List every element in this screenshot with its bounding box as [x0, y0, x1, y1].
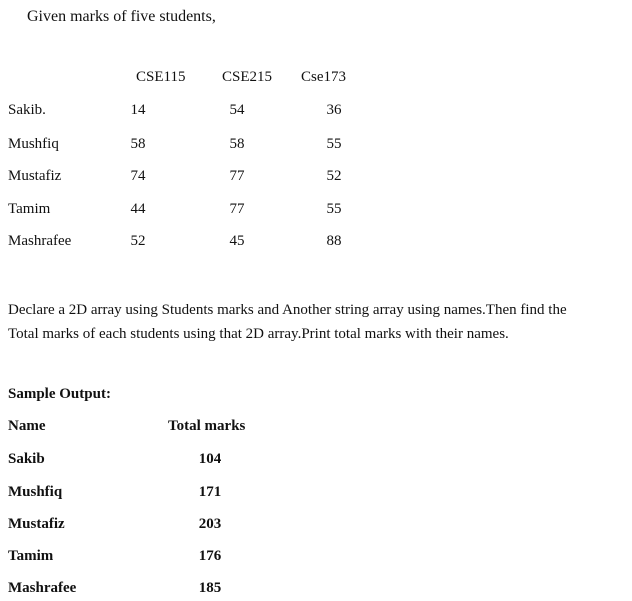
mark-cell: 55	[326, 136, 342, 152]
column-header-cse173: Cse173	[301, 69, 346, 85]
task-line-1: Declare a 2D array using Students marks and Another string array using names.Then find the	[8, 302, 567, 318]
output-name: Mustafiz	[8, 516, 65, 532]
output-total: 104	[198, 451, 222, 467]
student-name: Tamim	[8, 201, 51, 217]
output-total: 176	[198, 548, 222, 564]
output-name: Mashrafee	[8, 580, 77, 596]
output-total: 171	[198, 484, 222, 500]
mark-cell: 77	[229, 201, 245, 217]
output-name: Tamim	[8, 548, 54, 564]
mark-cell: 14	[130, 102, 146, 118]
name-column-header: Name	[8, 418, 46, 434]
mark-cell: 77	[229, 168, 245, 184]
mark-cell: 88	[326, 233, 342, 249]
student-name: Mustafiz	[8, 168, 62, 184]
output-total: 185	[198, 580, 222, 596]
mark-cell: 58	[229, 136, 245, 152]
column-header-cse115: CSE115	[136, 69, 186, 85]
sample-output-title: Sample Output:	[8, 386, 111, 402]
total-marks-column-header: Total marks	[168, 418, 246, 434]
mark-cell: 52	[326, 168, 342, 184]
output-name: Mushfiq	[8, 484, 63, 500]
task-description	[8, 298, 628, 346]
mark-cell: 58	[130, 136, 146, 152]
output-total: 203	[198, 516, 222, 532]
mark-cell: 44	[130, 201, 146, 217]
column-header-cse215: CSE215	[222, 69, 273, 85]
mark-cell: 45	[229, 233, 245, 249]
student-name: Mashrafee	[8, 233, 72, 249]
mark-cell: 54	[229, 102, 245, 118]
marks-table	[0, 0, 632, 260]
output-name: Sakib	[8, 451, 45, 467]
student-name: Mushfiq	[8, 136, 59, 152]
intro-text: Given marks of five students,	[27, 8, 216, 25]
task-line-2: Total marks of each students using that 2D array.Print total marks with their names.	[8, 326, 509, 342]
student-name: Sakib.	[8, 102, 46, 118]
mark-cell: 52	[130, 233, 146, 249]
mark-cell: 74	[130, 168, 146, 184]
mark-cell: 36	[326, 102, 342, 118]
mark-cell: 55	[326, 201, 342, 217]
